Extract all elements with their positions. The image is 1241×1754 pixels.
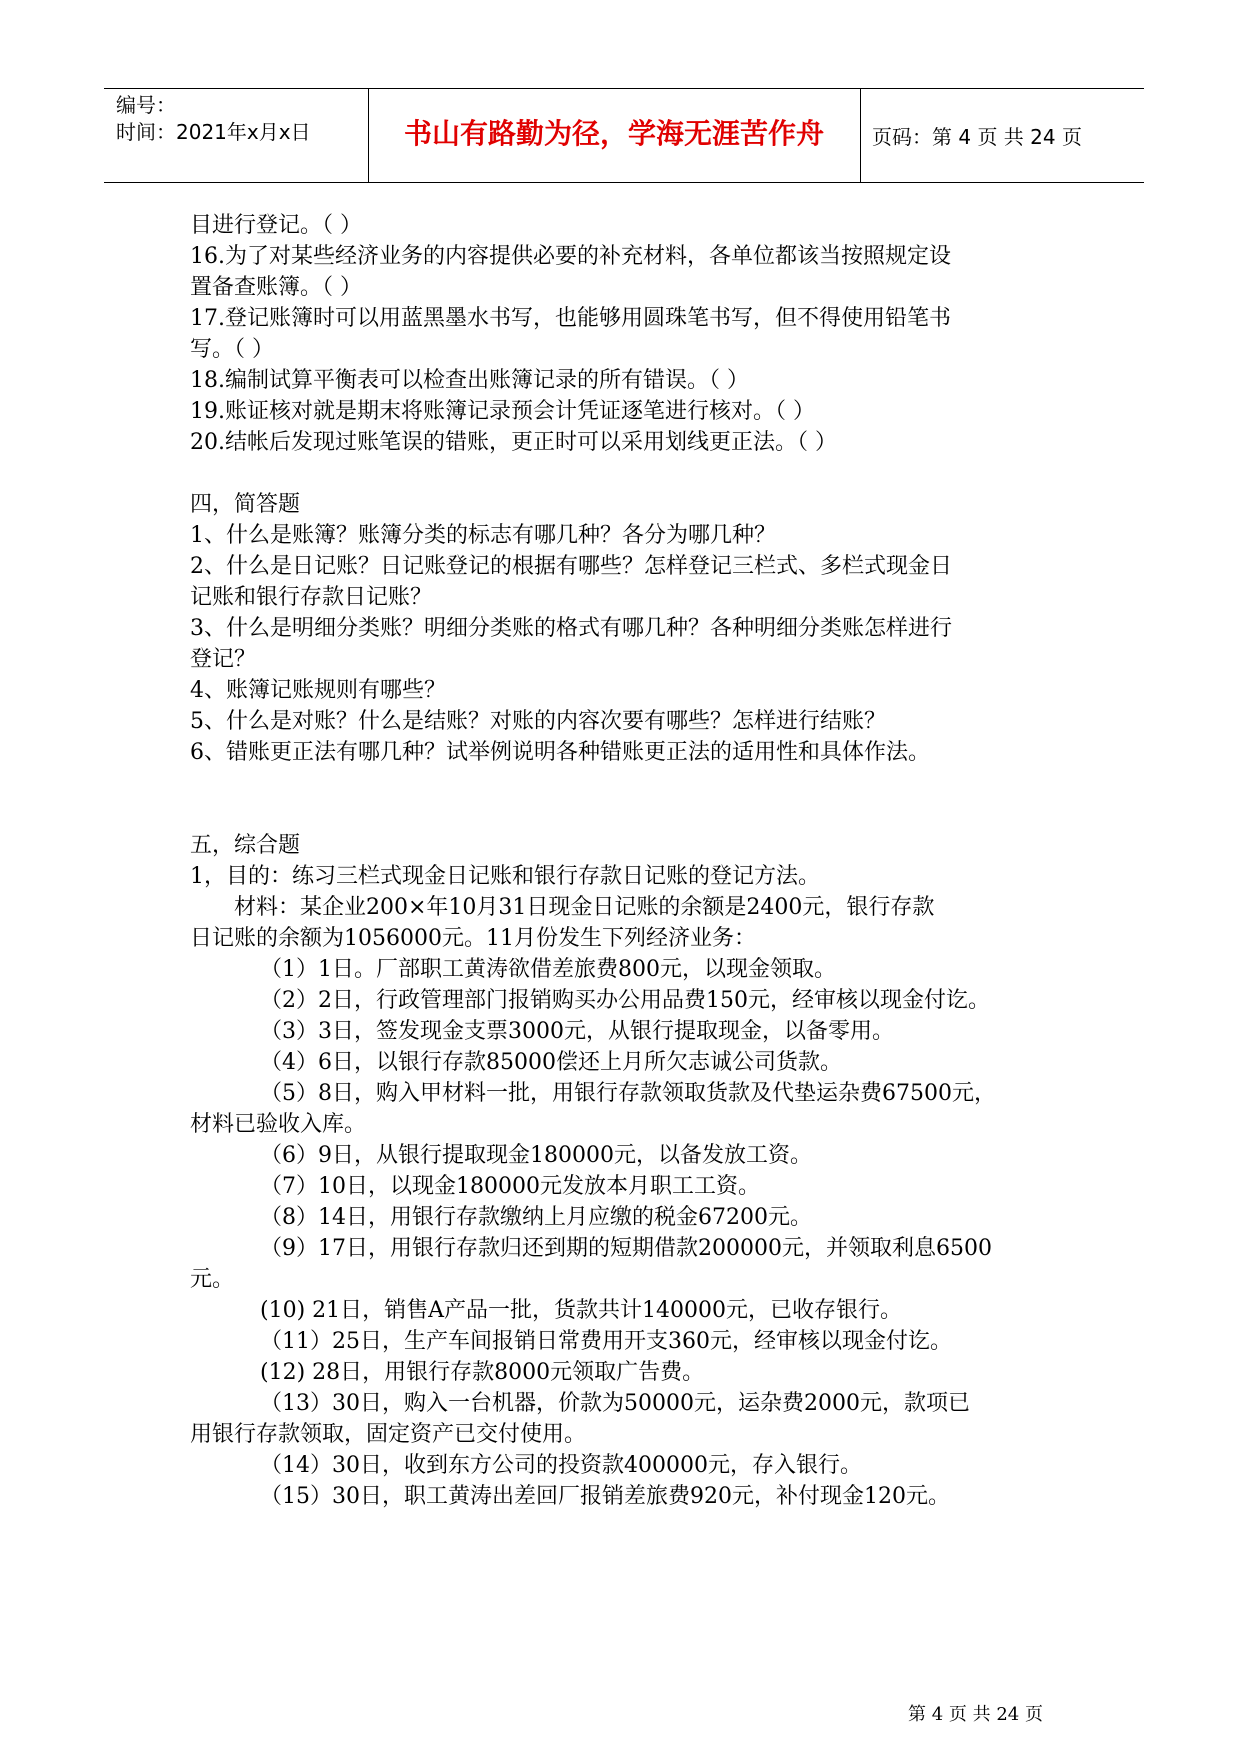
header-divider-right <box>860 88 861 182</box>
blank-line <box>190 768 1070 799</box>
text-line: （11）25日，生产车间报销日常费用开支360元，经审核以现金付讫。 <box>260 1329 952 1354</box>
page-footer: 第 4 页 共 24 页 <box>908 1704 1043 1725</box>
text-line: （13）30日，购入一台机器，价款为50000元，运杂费2000元，款项已 <box>260 1391 970 1416</box>
text-line: 3、什么是明细分类账？明细分类账的格式有哪几种？各种明细分类账怎样进行 <box>190 616 952 641</box>
text-line: 目进行登记。（ ） <box>190 213 362 238</box>
header-page-label: 页码：第 4 页 共 24 页 <box>872 125 1082 149</box>
header-motto: 书山有路勤为径，学海无涯苦作舟 <box>403 117 824 150</box>
blank-line <box>190 799 1070 830</box>
text-line: （6）9日，从银行提取现金180000元，以备发放工资。 <box>260 1143 812 1168</box>
text-line: 20.结帐后发现过账笔误的错账，更正时可以采用划线更正法。（ ） <box>190 430 837 455</box>
text-line: （4）6日，以银行存款85000偿还上月所欠志诚公司货款。 <box>260 1050 842 1075</box>
text-line: 材料：某企业200×年10月31日现金日记账的余额是2400元，银行存款 <box>234 895 935 920</box>
text-line: 2、什么是日记账？日记账登记的根据有哪些？怎样登记三栏式、多栏式现金日 <box>190 554 952 579</box>
text-line: 元。 <box>190 1267 235 1292</box>
text-line: 登记？ <box>190 647 257 672</box>
text-line: （1）1日。厂部职工黄涛欲借差旅费800元，以现金领取。 <box>260 957 836 982</box>
text-line: 18.编制试算平衡表可以检查出账簿记录的所有错误。（ ） <box>190 368 749 393</box>
text-line: （15）30日，职工黄涛出差回厂报销差旅费920元，补付现金120元。 <box>260 1484 950 1509</box>
text-line: 1，目的：练习三栏式现金日记账和银行存款日记账的登记方法。 <box>190 864 820 889</box>
text-line: （14）30日，收到东方公司的投资款400000元，存入银行。 <box>260 1453 862 1478</box>
text-line: 置备查账簿。（ ） <box>190 275 362 300</box>
text-line: （9）17日，用银行存款归还到期的短期借款200000元，并领取利息6500 <box>260 1236 992 1261</box>
text-line: 16.为了对某些经济业务的内容提供必要的补充材料，各单位都该当按照规定设 <box>190 244 951 269</box>
text-line: 记账和银行存款日记账？ <box>190 585 433 610</box>
text-line: 写。（ ） <box>190 337 274 362</box>
text-line: （2）2日，行政管理部门报销购买办公用品费150元，经审核以现金付讫。 <box>260 988 990 1013</box>
header-time-label: 时间：2021年x月x日 <box>116 120 311 144</box>
text-line: 19.账证核对就是期末将账簿记录预会计凭证逐笔进行核对。（ ） <box>190 399 815 424</box>
blank-line <box>190 458 1070 489</box>
text-line: (12) 28日，用银行存款8000元领取广告费。 <box>260 1360 705 1385</box>
text-line: 5、什么是对账？什么是结账？对账的内容次要有哪些？怎样进行结账？ <box>190 709 886 734</box>
text-line: (10) 21日，销售A产品一批，货款共计140000元，已收存银行。 <box>260 1298 903 1323</box>
header-bottom-rule <box>104 182 1144 183</box>
header-top-rule <box>104 88 1144 89</box>
text-line: 17.登记账簿时可以用蓝黑墨水书写，也能够用圆珠笔书写，但不得使用铅笔书 <box>190 306 951 331</box>
text-line: 材料已验收入库。 <box>190 1112 367 1137</box>
text-line: （5）8日，购入甲材料一批，用银行存款领取货款及代垫运杂费67500元， <box>260 1081 996 1106</box>
header-number-label: 编号： <box>116 93 176 117</box>
text-line: 6、错账更正法有哪几种？试举例说明各种错账更正法的适用性和具体作法。 <box>190 740 930 765</box>
text-line: 1、什么是账簿？账簿分类的标志有哪几种？各分为哪几种？ <box>190 523 776 548</box>
text-line: 用银行存款领取，固定资产已交付使用。 <box>190 1422 587 1447</box>
text-line: 四，简答题 <box>190 492 301 517</box>
text-line: （7）10日，以现金180000元发放本月职工工资。 <box>260 1174 760 1199</box>
text-line: （3）3日，签发现金支票3000元，从银行提取现金，以备零用。 <box>260 1019 894 1044</box>
document-body <box>190 210 1070 1512</box>
text-line: 日记账的余额为1056000元。11月份发生下列经济业务： <box>190 926 756 951</box>
text-line: 4、账簿记账规则有哪些？ <box>190 678 446 703</box>
text-line: （8）14日，用银行存款缴纳上月应缴的税金67200元。 <box>260 1205 812 1230</box>
text-line: 五，综合题 <box>190 833 301 858</box>
